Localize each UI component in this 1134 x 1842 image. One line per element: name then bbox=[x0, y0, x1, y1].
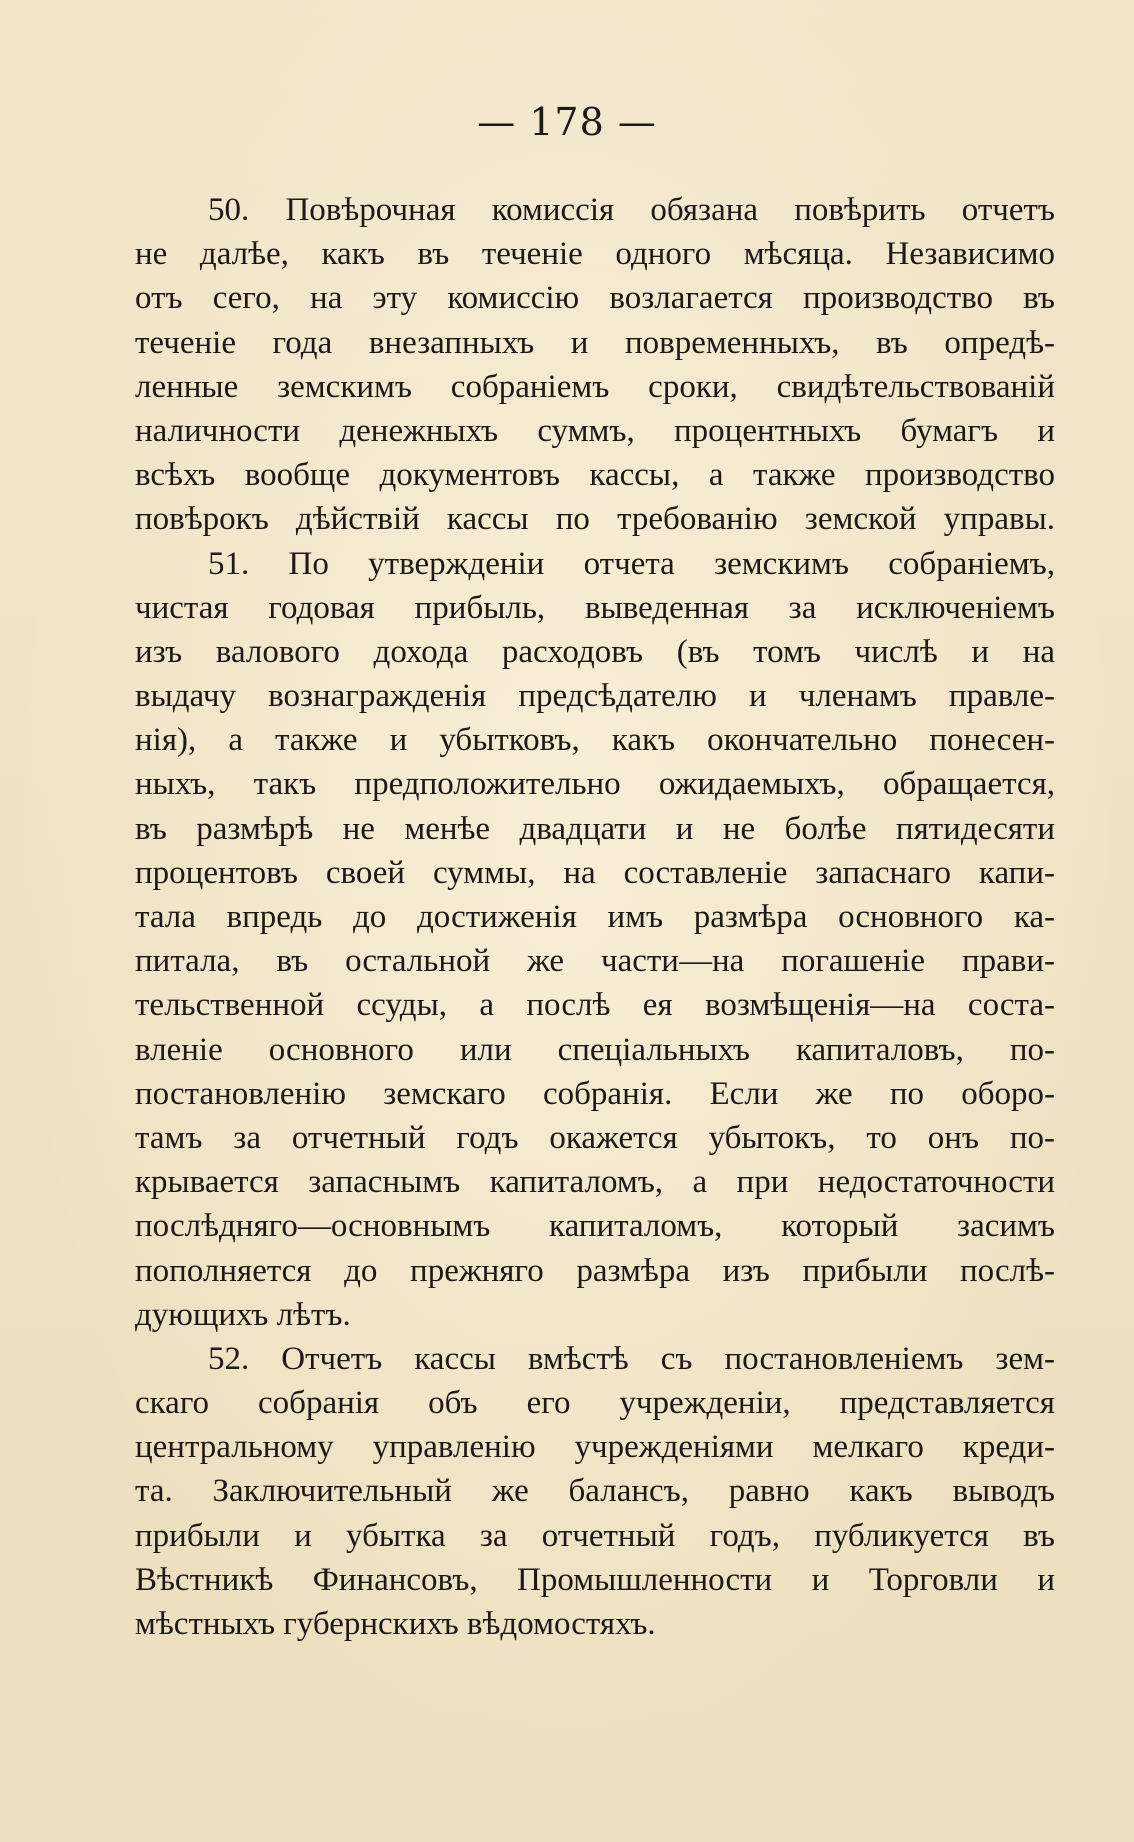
text-line: та. Заключительный же балансъ, равно какъ выводъ bbox=[135, 1473, 1055, 1510]
text-line: скаго собранія объ его учрежденіи, представляется bbox=[135, 1385, 1055, 1422]
text-line: крывается запаснымъ капиталомъ, а при недостаточности bbox=[135, 1164, 1055, 1201]
text-line: вленіе основного или спеціальныхъ капиталовъ, по- bbox=[135, 1031, 1055, 1068]
text-line: прибыли и убытка за отчетный годъ, публикуется въ bbox=[135, 1517, 1055, 1554]
text-line: процентовъ своей суммы, на составленіе запаснаго капи- bbox=[135, 854, 1055, 891]
text-line: тала впредь до достиженія имъ размѣра основного ка- bbox=[135, 899, 1055, 935]
page-number: — 178 — bbox=[477, 100, 657, 144]
text-line: въ размѣрѣ не менѣе двадцати и не болѣе пятидесяти bbox=[135, 810, 1055, 847]
text-line: нія), а также и убытковъ, какъ окончательно понесен- bbox=[135, 722, 1055, 759]
text-line: послѣдняго—основнымъ капиталомъ, который засимъ bbox=[135, 1208, 1055, 1245]
text-line: тамъ за отчетный годъ окажется убытокъ, то онъ по- bbox=[135, 1119, 1055, 1156]
text-line: отъ сего, на эту комиссію возлагается производство въ bbox=[135, 280, 1055, 317]
paragraph-52 bbox=[135, 1337, 1055, 1646]
text-line: всѣхъ вообще документовъ кассы, а также производство bbox=[135, 457, 1055, 494]
text-line: ленные земскимъ собраніемъ сроки, свидѣтельствованій bbox=[135, 368, 1055, 405]
text-line: теченіе года внезапныхъ и повременныхъ, въ опредѣ- bbox=[135, 324, 1055, 361]
text-line: 51. По утвержденіи отчета земскимъ собраніемъ, bbox=[208, 545, 1055, 582]
text-line: мѣстныхъ губернскихъ вѣдомостяхъ. bbox=[135, 1606, 656, 1642]
text-line: тельственной ссуды, а послѣ ея возмѣщенія—на соста- bbox=[135, 987, 1055, 1024]
text-line: 50. Повѣрочная комиссія обязана повѣрить отчетъ bbox=[208, 192, 1055, 228]
text-line: наличности денежныхъ суммъ, процентныхъ бумагъ и bbox=[135, 412, 1055, 449]
text-line: постановленію земскаго собранія. Если же по оборо- bbox=[135, 1075, 1055, 1112]
paragraph-51 bbox=[135, 542, 1055, 1337]
text-line: дующихъ лѣтъ. bbox=[135, 1296, 351, 1333]
text-line: выдачу вознагражденія предсѣдателю и членамъ правле- bbox=[135, 678, 1055, 715]
page-body bbox=[135, 188, 1055, 1646]
text-line: чистая годовая прибыль, выведенная за исключеніемъ bbox=[135, 589, 1055, 626]
text-line: изъ валового дохода расходовъ (въ томъ числѣ и на bbox=[135, 633, 1055, 670]
text-line: повѣрокъ дѣйствій кассы по требованію земской управы. bbox=[135, 501, 1055, 538]
text-line: не далѣе, какъ въ теченіе одного мѣсяца. Независимо bbox=[135, 236, 1055, 273]
text-line: пополняется до прежняго размѣра изъ прибыли послѣ- bbox=[135, 1252, 1055, 1289]
text-line: Вѣстникѣ Финансовъ, Промышленности и Торговли и bbox=[135, 1561, 1055, 1598]
paragraph-50 bbox=[135, 188, 1055, 542]
text-line: центральному управленію учрежденіями мелкаго креди- bbox=[135, 1429, 1055, 1466]
text-line: ныхъ, такъ предположительно ожидаемыхъ, обращается, bbox=[135, 766, 1055, 803]
text-line: 52. Отчетъ кассы вмѣстѣ съ постановленіемъ зем- bbox=[208, 1340, 1055, 1377]
text-line: питала, въ остальной же части—на погашеніе прави- bbox=[135, 943, 1055, 980]
